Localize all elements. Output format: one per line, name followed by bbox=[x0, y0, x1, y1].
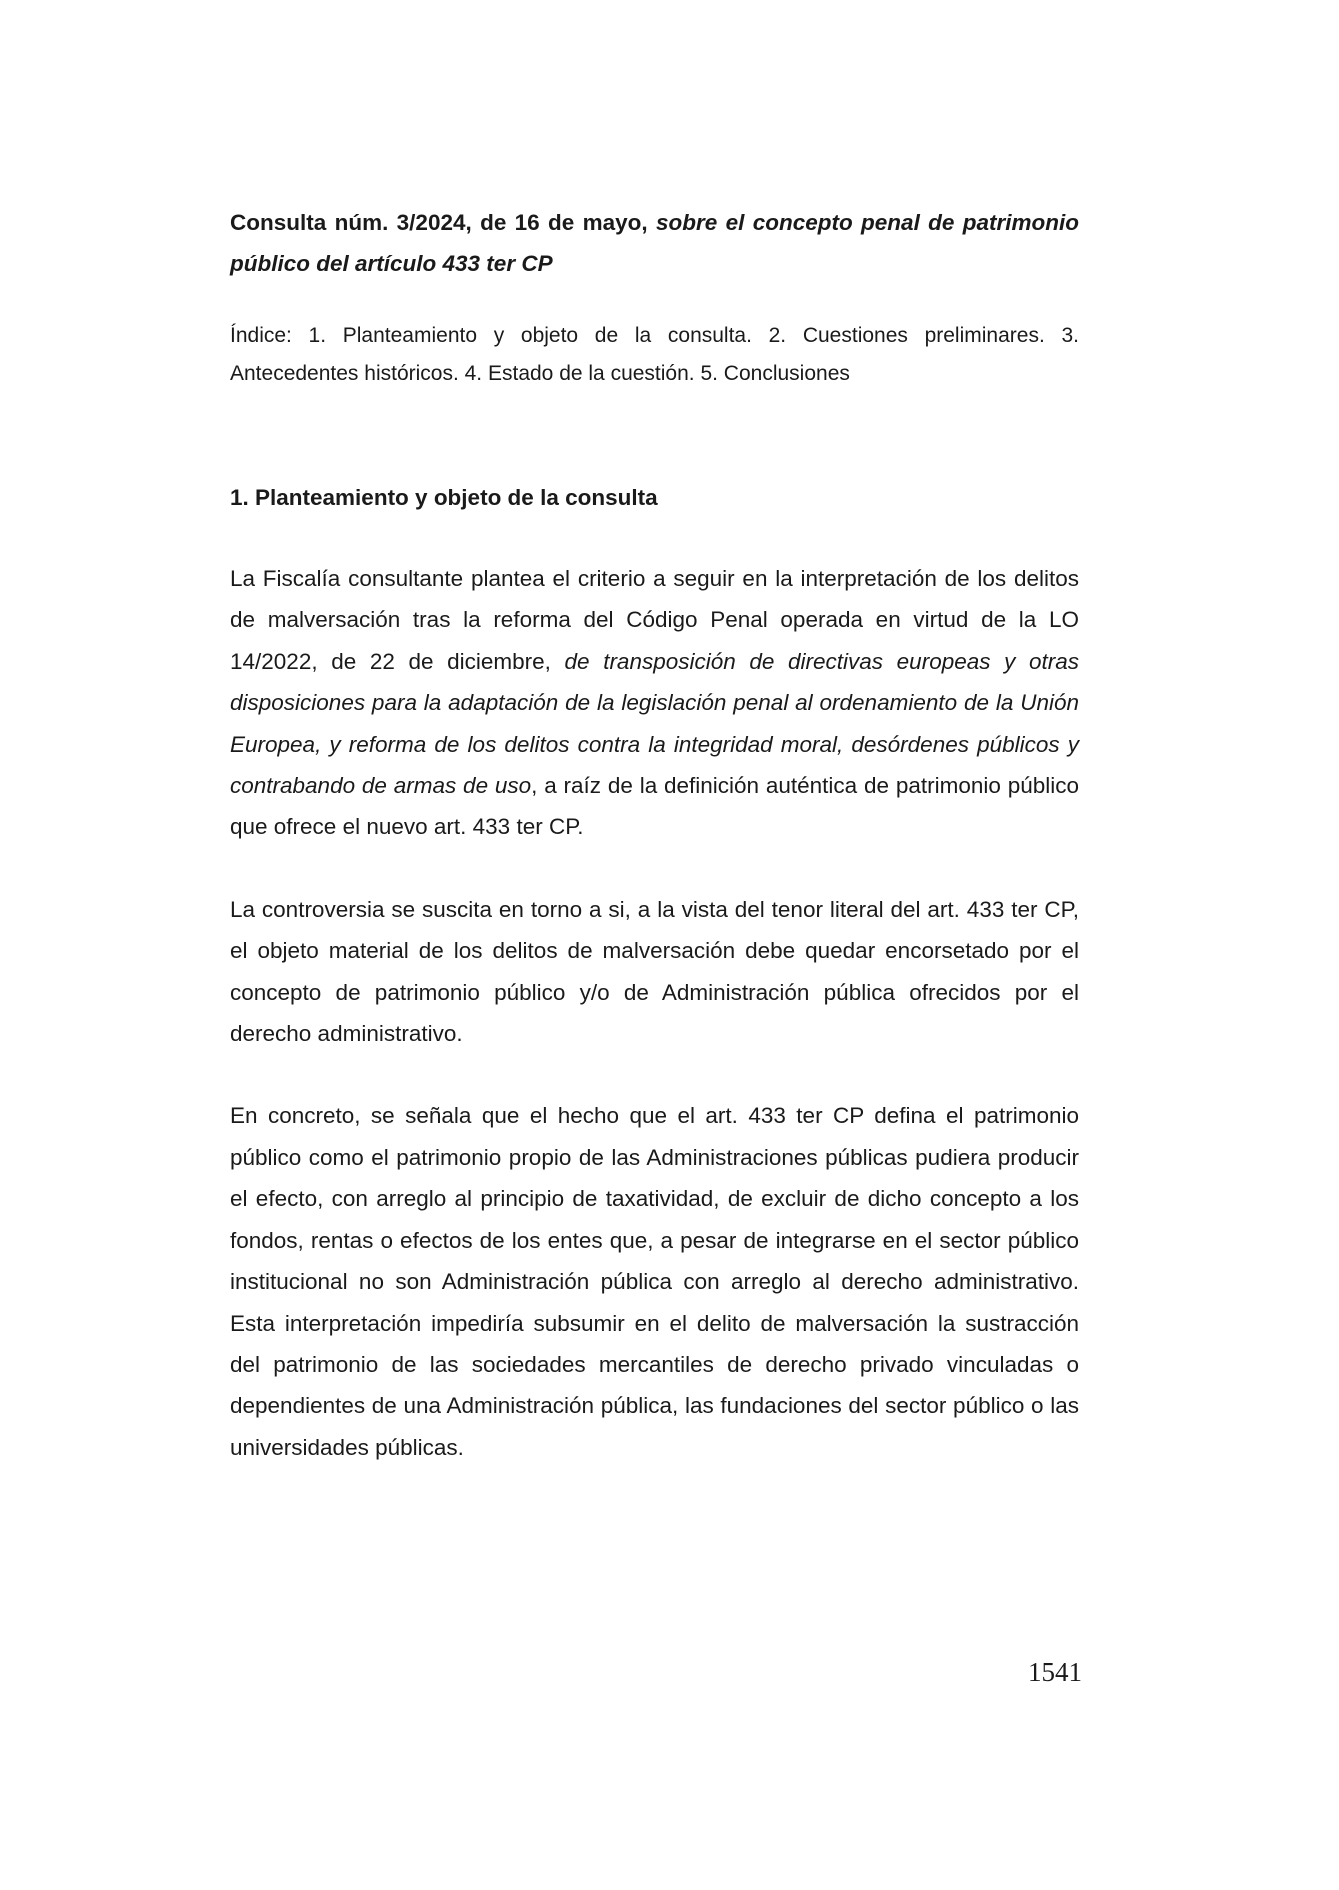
section-heading: 1. Planteamiento y objeto de la consulta bbox=[230, 485, 658, 510]
document-title bbox=[230, 202, 1079, 284]
paragraph-1-law-title: de transposición de directivas europeas y otras disposiciones para la adaptación de la legislación penal al ordenamiento de la Unión Europea, y reforma de los delitos contra la integridad moral, desórdenes públicos y contrabando de armas de uso bbox=[230, 648, 1079, 799]
paragraph-3: En concreto, se señala que el hecho que el art. 433 ter CP defina el patrimonio público como el patrimonio propio de las Administraciones públicas pudiera producir el efecto, con arreglo al principio de taxatividad, de excluir de dicho concepto a los fondos, rentas o efectos de los entes que, a pesar de integrarse en el sector público institucional no son Administración pública con arreglo al derecho administrativo. Esta interpretación impediría subsumir en el delito de malversación la sustracción del patrimonio de las sociedades mercantiles de derecho privado vinculadas o dependientes de una Administración pública, las fundaciones del sector público o las universidades públicas. bbox=[230, 1103, 1079, 1460]
title-bold: Consulta núm. 3/2024, de 16 de mayo, bbox=[230, 210, 656, 235]
page-number: 1541 bbox=[1028, 1657, 1082, 1687]
paragraph-1-text-b: , a raíz de la definición auténtica de patrimonio público que ofrece el nuevo art. 433 ter CP. bbox=[230, 773, 1079, 840]
paragraph-2: La controversia se suscita en torno a si, a la vista del tenor literal del art. 433 ter CP, el objeto material de los delitos de malversación debe quedar encorsetado por el concepto de patrimonio público y/o de Administración pública ofrecidos por el derecho administrativo. bbox=[230, 896, 1079, 1047]
paragraph-1 bbox=[230, 558, 1079, 848]
document-body bbox=[230, 202, 1079, 1468]
paragraph-1-text-a: La Fiscalía consultante plantea el criterio a seguir en la interpretación de los delitos de malversación tras la reforma del Código Penal operada en virtud de la LO 14/2022, de 22 de diciembre, bbox=[230, 566, 1079, 674]
table-of-contents: Índice: 1. Planteamiento y objeto de la consulta. 2. Cuestiones preliminares. 3. Antecedentes históricos. 4. Estado de la cuestión. 5. Conclusiones bbox=[230, 324, 1079, 385]
title-italic: sobre el concepto penal de patrimonio público del artículo 433 ter CP bbox=[230, 210, 1079, 276]
